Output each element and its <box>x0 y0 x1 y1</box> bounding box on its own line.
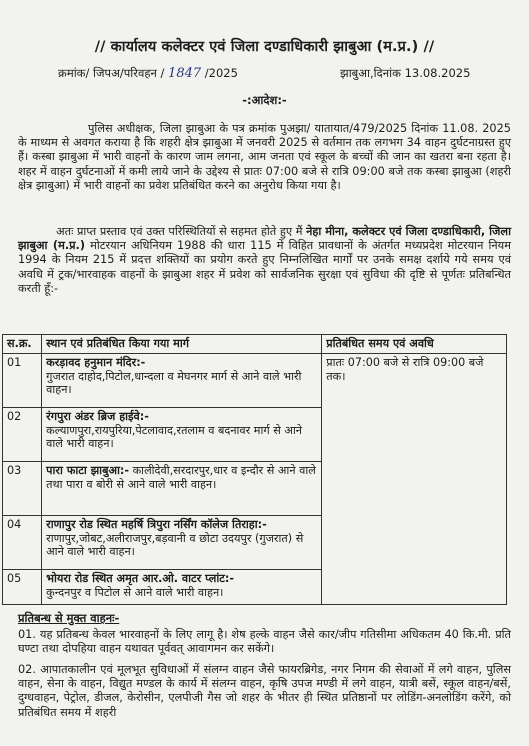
office-title: // कार्यालय कलेक्टर एवं जिला दण्डाधिकारी झाबुआ (म.प्र.) // <box>94 39 435 55</box>
collector-name: नेहा मीना, कलेक्टर एवं जिला दण्डाधिकारी, जिला झाबुआ (म.प्र.) <box>18 225 512 253</box>
place-desc: कालीदेवी,सरदारपुर,धार व इन्दौर से आने वाले तथा पारा व बोरी से आने वाले भारी वाहन। <box>46 463 316 491</box>
row-place <box>42 407 322 461</box>
place-title: राणापुर रोड स्थित महर्षि त्रिपुरा नर्सिंग कॉलेज तिराहा:- <box>46 517 267 531</box>
para2-start: अतः प्राप्त प्रस्ताव एवं उक्त परिस्थितियों से सहमत होते हुए मैं <box>56 225 307 238</box>
para2-end: मोटरयान अधिनियम 1988 की धारा 115 में विहित प्रावधानों के अंतर्गत मध्यप्रदेश मोटरयान नियम 1994 के नियम 215 में प्रदत्त शक्तियों का प्रयोग करते हुए निम्नलिखित मार्गों पर उनके समक्ष दर्शाये गये समय एवं अवधि में ट्रक/भारवाहक वाहनों के झाबुआ शहर में प्रवेश को सार्वजनिक सुरक्षा एवं सुविधा की दृष्टि से पूर्णतः प्रतिबन्धित करती हूँ:- <box>18 239 511 295</box>
restriction-table <box>2 334 507 605</box>
ref-suffix: /2025 <box>204 66 238 80</box>
row-place <box>42 515 322 569</box>
place-desc: राणापुर,जोबट,अलीराजपुर,बड़वानी व छोटा उदयपुर (गुजरात) से आने वाले भारी वाहन। <box>46 531 304 559</box>
place-desc: गुजरात दाहोद,पिटोल,धान्दला व मेघनगर मार्ग से आने वाले भारी वाहन। <box>46 369 302 397</box>
table-header-row <box>3 335 507 354</box>
place-title: पारा फाटा झाबुआ:- <box>46 463 130 477</box>
restriction-time: प्रातः 07:00 बजे से रात्रि 09:00 बजे तक। <box>322 353 507 604</box>
row-serial: 01 <box>3 353 42 407</box>
header-place: स्थान एवं प्रतिबंधित किया गया मार्ग <box>42 335 322 354</box>
place-desc: कल्याणपुरा,रायपुरिया,पेटलावाद,रतलाम व बदनावर मार्ग से आने वाले भारी वाहन। <box>46 423 302 451</box>
table-row <box>3 353 507 407</box>
row-place <box>42 353 322 407</box>
row-place <box>42 569 322 604</box>
place-title: रंगपुरा अंडर ब्रिज हाईवे:- <box>46 409 149 423</box>
ref-handwritten-number: 1847 <box>168 66 202 81</box>
row-place <box>42 461 322 515</box>
exempt-heading: प्रतिबन्ध से मुक्त वाहनः- <box>18 611 120 625</box>
paragraph-background: पुलिस अधीक्षक, जिला झाबुआ के पत्र क्रमांक पुअझा/ यातायात/479/2025 दिनांक 11.08. 2025 के माध्यम से अवगत कराया है कि शहरी क्षेत्र झाबुआ में जनवरी 2025 से वर्तमान तक लगभग 34 वाहन दुर्घटनाग्रस्त हुए हैं। कस्बा झाबुआ में भारी वाहनों के कारण जाम लगना, आम जनता एवं स्कूल के बच्चों की जान का खतरा बना रहता है। शहर में वाहन दुर्घटनाओं में कमी लाये जाने के उद्देश्य से प्रातः 07:00 बजे से रात्रि 09:00 बजे तक कस्बा झाबुआ (शहरी क्षेत्र झाबुआ) में भारी वाहनों का प्रवेश प्रतिबंधित करने का अनुरोध किया गया है। <box>18 122 511 192</box>
reference-number <box>58 66 238 81</box>
order-heading: -:आदेश:- <box>242 93 287 107</box>
row-serial: 03 <box>3 461 42 515</box>
header-serial: स.क्र. <box>3 335 42 354</box>
row-serial: 04 <box>3 515 42 569</box>
row-serial: 02 <box>3 407 42 461</box>
exempt-item-2: 02. आपातकालीन एवं मूलभूत सुविधाओं में संलग्न वाहन जैसे फायरब्रिगेड, नगर निगम की सेवाओं में लगे वाहन, पुलिस वाहन, सेना के वाहन, विद्युत मण्डल के कार्य में संलग्न वाहन, कृषि उपज मण्डी में लगे वाहन, यात्री बसें, स्कूल वाहन/बसें, दुग्धवाहन, पेट्रोल, डीजल, केरोसीन, एलपीजी गैस जो शहर के भीतर ही स्थित प्रतिष्ठानों पर लोडिंग-अनलोडिंग करेंगे, को प्रतिबंधित समय में शहरी <box>18 663 511 719</box>
place-date: झाबुआ,दिनांक 13.08.2025 <box>340 66 471 80</box>
place-desc: कुन्दनपुर व पिटोल से आने वाले भारी वाहन। <box>46 585 224 599</box>
place-title: भोयरा रोड स्थित अमृत आर.ओ. वाटर प्लांट:- <box>46 571 235 585</box>
ref-prefix: क्रमांक/ जिपअ/परिवहन / <box>58 66 165 80</box>
header-time: प्रतिबंधित समय एवं अवधि <box>322 335 507 354</box>
place-title: करड़ावद हनुमान मंदिर:- <box>46 355 146 369</box>
exempt-item-1: 01. यह प्रतिबन्ध केवल भारवाहनों के लिए लागू है। शेष हल्के वाहन जैसे कार/जीप गतिसीमा अधिकतम 40 कि.मी. प्रति घण्टा तथा दोपहिया वाहन यथावत पूर्ववत् आवागमन कर सकेंगे। <box>18 628 511 656</box>
paragraph-order <box>18 225 511 296</box>
row-serial: 05 <box>3 569 42 604</box>
